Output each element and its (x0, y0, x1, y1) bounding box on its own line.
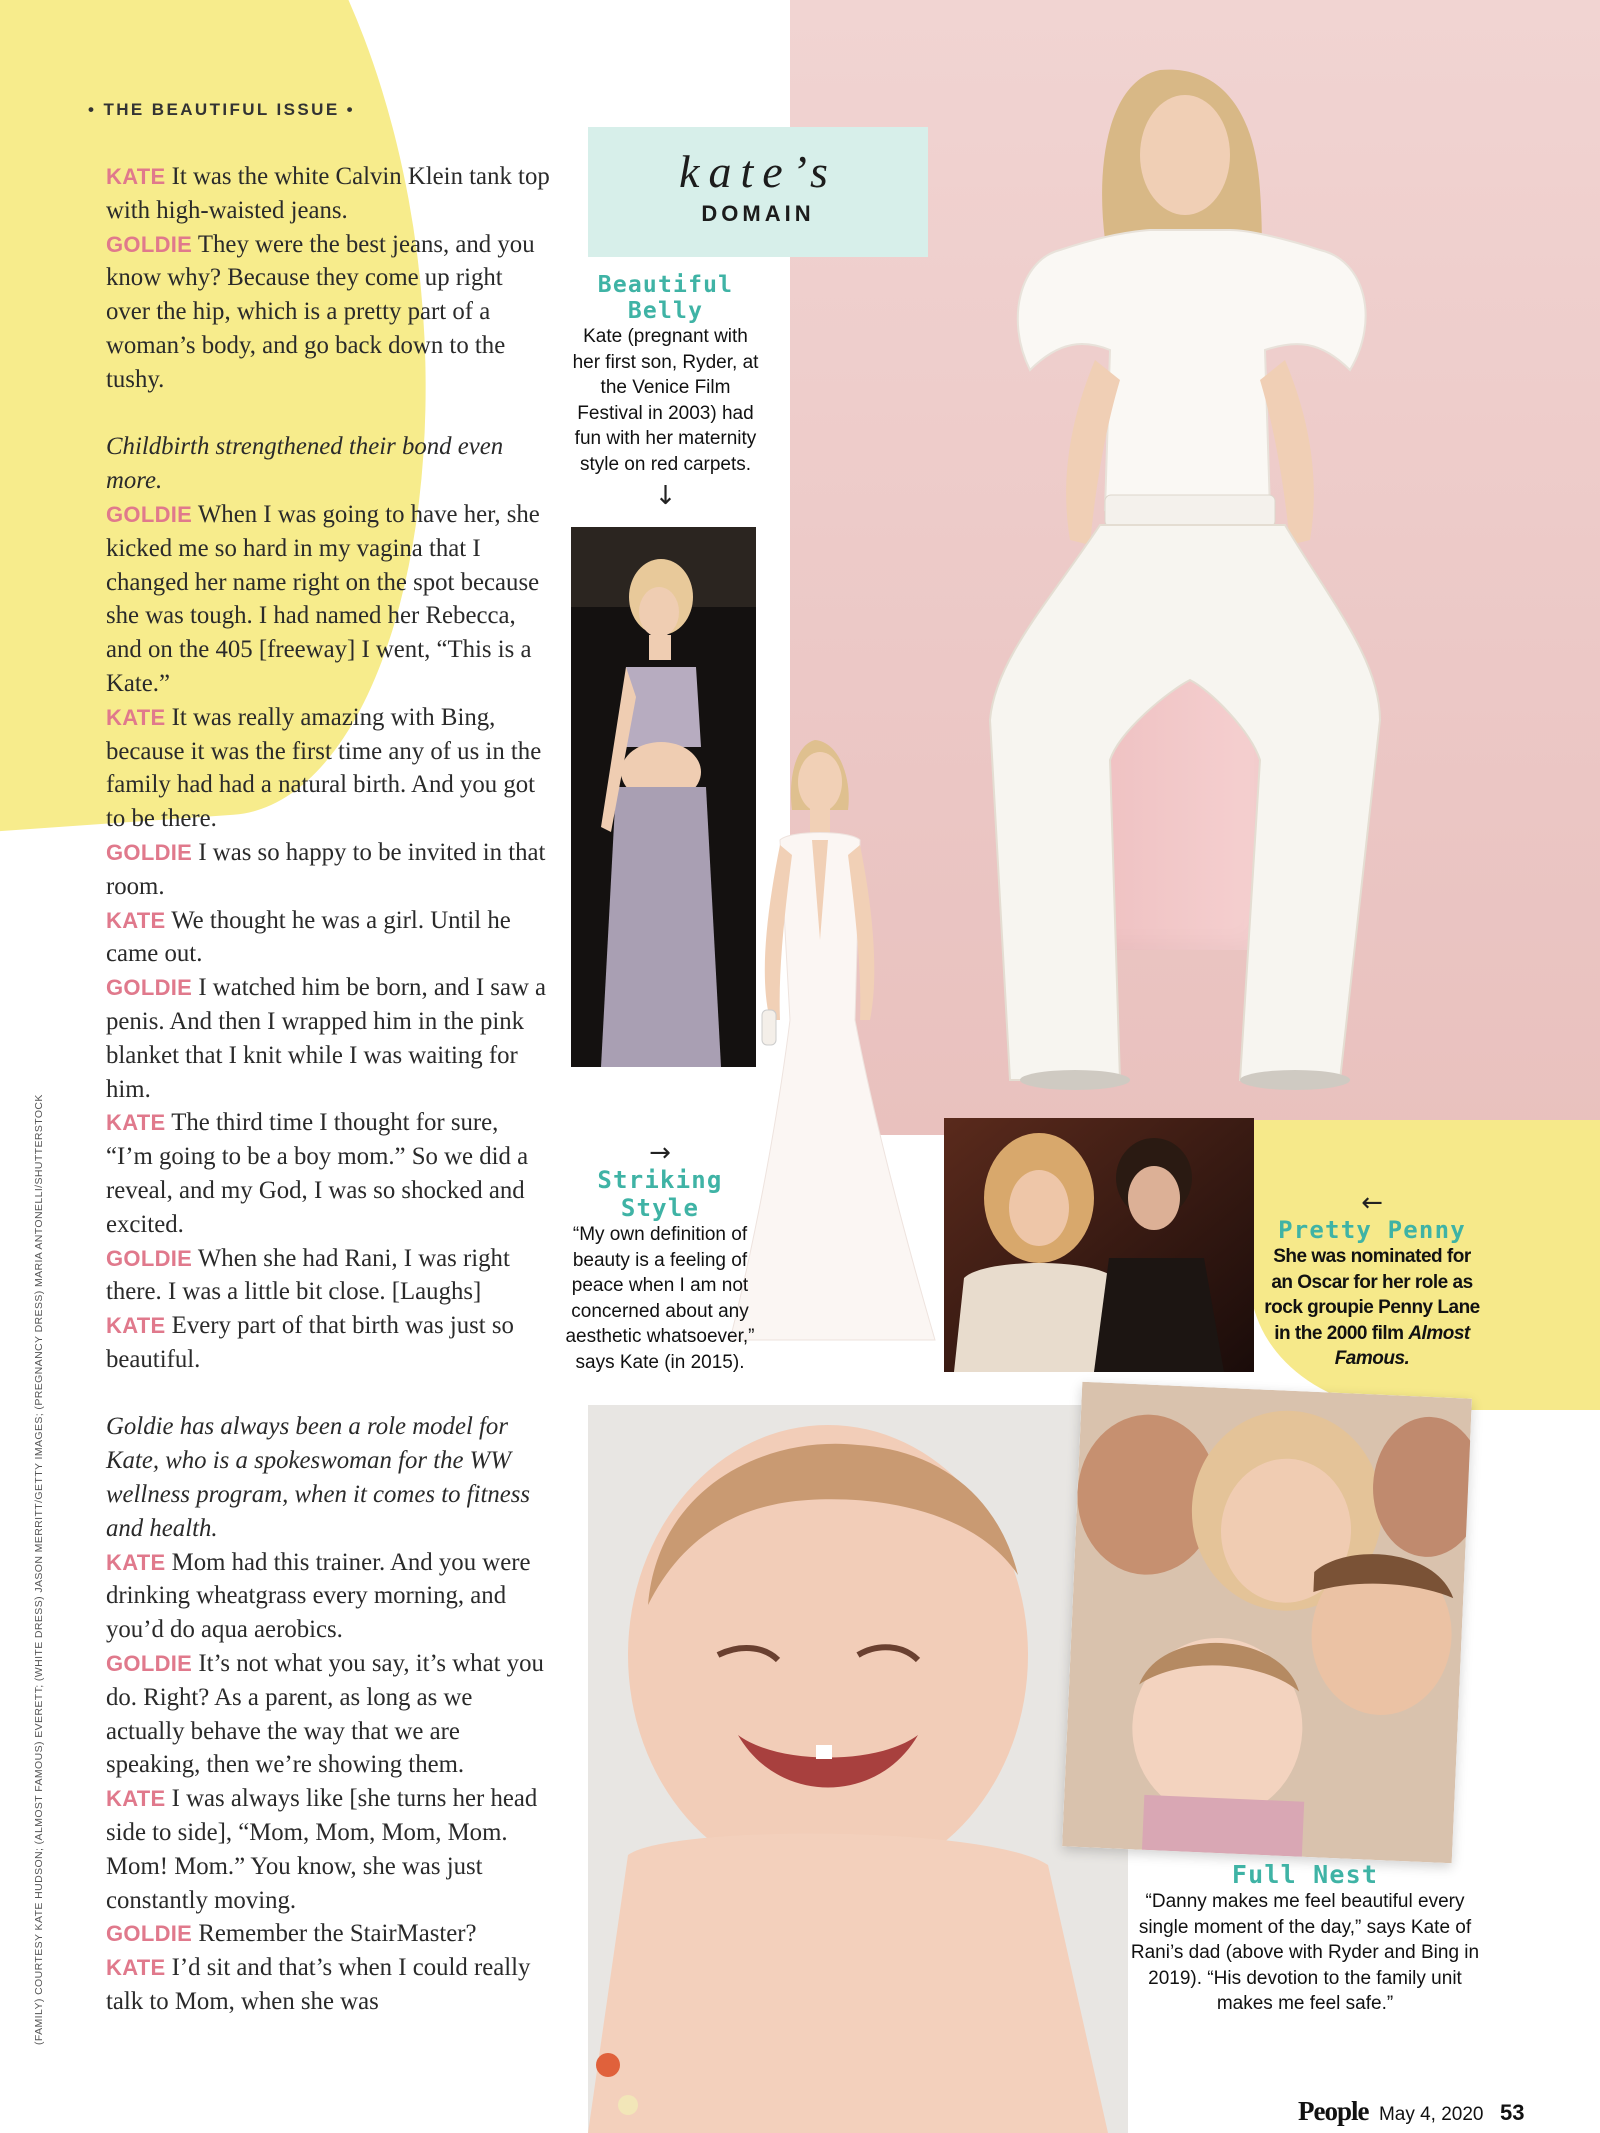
speaker-name: GOLDIE (106, 501, 193, 527)
dialogue-line (106, 1242, 551, 1310)
section-intro: Childbirth strengthened their bond even more. (106, 433, 504, 495)
section-title-script: kate’s (679, 146, 837, 197)
speaker-name: KATE (106, 1549, 166, 1575)
issue-date: May 4, 2020 (1378, 2104, 1484, 2125)
section-title-box (588, 127, 928, 257)
dialogue-line (106, 1309, 551, 1377)
dialogue-line (106, 1917, 551, 1951)
article-body (106, 160, 551, 2019)
magazine-logo: People (1298, 2096, 1369, 2126)
caption-heading: Pretty Penny (1278, 1216, 1466, 1244)
caption-beautiful-belly (568, 272, 763, 509)
dialogue-text: We thought he was a girl. Until he came out. (106, 906, 511, 968)
caption-full-nest (1120, 1860, 1490, 2017)
speaker-name: KATE (106, 907, 166, 933)
section-title-caps: DOMAIN (701, 201, 815, 226)
caption-heading: Striking Style (597, 1166, 723, 1222)
speaker-name: KATE (106, 164, 166, 189)
page-footer (1298, 2096, 1524, 2127)
dialogue-line (106, 701, 551, 836)
dialogue-text: The third time I thought for sure, “I’m going to be a boy mom.” So we did a reveal, and my God, I was so shocked and excited. (106, 1109, 529, 1238)
speaker-name: GOLDIE (106, 839, 193, 865)
dialogue-line (106, 498, 551, 701)
caption-pretty-penny (1262, 1190, 1482, 1372)
caption-text-main: She was nominated for an Oscar for her role as rock groupie Penny Lane in the 2000 film (1264, 1246, 1480, 1344)
dialogue-line (106, 160, 551, 228)
dialogue-line (106, 1782, 551, 1917)
dialogue-line (106, 1546, 551, 1647)
dialogue-line (106, 904, 551, 972)
speaker-name: KATE (106, 1110, 166, 1136)
photo-credit: (FAMILY) COURTESY KATE HUDSON; (ALMOST FAMOUS) EVERETT; (WHITE DRESS) JASON MERRITT/GETTY IMAGES; (PREGNANCY DRESS) MARIA ANTONELLI/SHUTTERSTOCK (33, 1094, 45, 2045)
dialogue-text: They were the best jeans, and you know why? Because they come up right over the hip, which is a pretty part of a woman’s body, and go back down to the tushy. (106, 230, 535, 393)
dialogue-text: Mom had this trainer. And you were drinking wheatgrass every morning, and you’d do aqua aerobics. (106, 1548, 531, 1644)
dialogue-line (106, 228, 551, 397)
dialogue-text: Every part of that birth was just so beautiful. (106, 1312, 514, 1373)
caption-heading: Full Nest (1231, 1860, 1379, 1889)
speaker-name: GOLDIE (106, 231, 193, 257)
dialogue-line (106, 1647, 551, 1782)
kate-seated-figure (910, 40, 1470, 1090)
speaker-name: KATE (106, 1313, 166, 1339)
caption-film-title: Almost Famous. (1334, 1322, 1470, 1369)
speaker-name: GOLDIE (106, 975, 193, 1001)
speaker-name: GOLDIE (106, 1651, 193, 1677)
page-number: 53 (1499, 2100, 1525, 2125)
dialogue-text: It was the white Calvin Klein tank top with high-waisted jeans. (106, 163, 550, 224)
photo-almost-famous-still (944, 1118, 1254, 1372)
dialogue-line (106, 1951, 551, 2019)
speaker-name: KATE (106, 704, 166, 730)
speaker-name: GOLDIE (106, 1245, 193, 1271)
dialogue-line (106, 971, 551, 1106)
arrow-down-icon: ↓ (654, 481, 677, 511)
running-head: • THE BEAUTIFUL ISSUE • (88, 100, 356, 119)
caption-striking-style (560, 1140, 760, 1375)
speaker-name: GOLDIE (106, 1921, 193, 1947)
speaker-name: KATE (106, 1786, 166, 1812)
caption-text: Kate (pregnant with her first son, Ryder, at the Venice Film Festival in 2003) had fun with her maternity style on red carpets. (572, 326, 759, 475)
dialogue-text: It’s not what you say, it’s what you do. Right? As a parent, as long as we actually behave the way that we are speaking, then we’re showing them. (106, 1650, 544, 1779)
dialogue-text: It was really amazing with Bing, because it was the first time any of us in the family had had a natural birth. And you got to be there. (106, 703, 542, 833)
dialogue-text: When I was going to have her, she kicked me so hard in my vagina that I changed her name right on the spot because she was tough. I had named her Rebecca, and on the 405 [freeway] I went, “This is a Kate.” (106, 500, 540, 697)
dialogue-line (106, 1106, 551, 1241)
arrow-left-icon: ← (1361, 1188, 1383, 1218)
dialogue-text: I’d sit and that’s when I could really talk to Mom, when she was (106, 1954, 531, 2016)
dialogue-text: I watched him be born, and I saw a penis. And then I wrapped him in the pink blanket that I knit while I was waiting for him. (106, 974, 547, 1103)
dialogue-line (106, 836, 551, 904)
dialogue-text: Remember the StairMaster? (192, 1920, 477, 1948)
caption-text: “Danny makes me feel beautiful every single moment of the day,” says Kate of Rani’s dad (above with Ryder and Bing in 2019). “His devotion to the family unit makes me feel safe.” (1130, 1891, 1480, 2014)
arrow-right-icon: → (649, 1138, 671, 1168)
dialogue-text: When she had Rani, I was right there. I was a little bit close. [Laughs] (106, 1244, 510, 1306)
section-intro: Goldie has always been a role model for Kate, who is a spokeswoman for the WW wellness program, when it comes to fitness and health. (106, 1413, 531, 1542)
caption-heading: Beautiful Belly (597, 272, 734, 324)
dialogue-text: I was so happy to be invited in that room. (106, 838, 546, 900)
photo-family-2019 (1062, 1382, 1472, 1864)
caption-text: “My own definition of beauty is a feeling of peace when I am not concerned about any aesthetic whatsoever,” says Kate (in 2015). (565, 1224, 755, 1373)
speaker-name: KATE (106, 1955, 166, 1981)
caption-text (1262, 1244, 1482, 1372)
dialogue-text: I was always like [she turns her head side to side], “Mom, Mom, Mom, Mom. Mom! Mom.” You know, she was just constantly moving. (106, 1785, 538, 1914)
photo-baby-smiling (588, 1405, 1128, 2133)
